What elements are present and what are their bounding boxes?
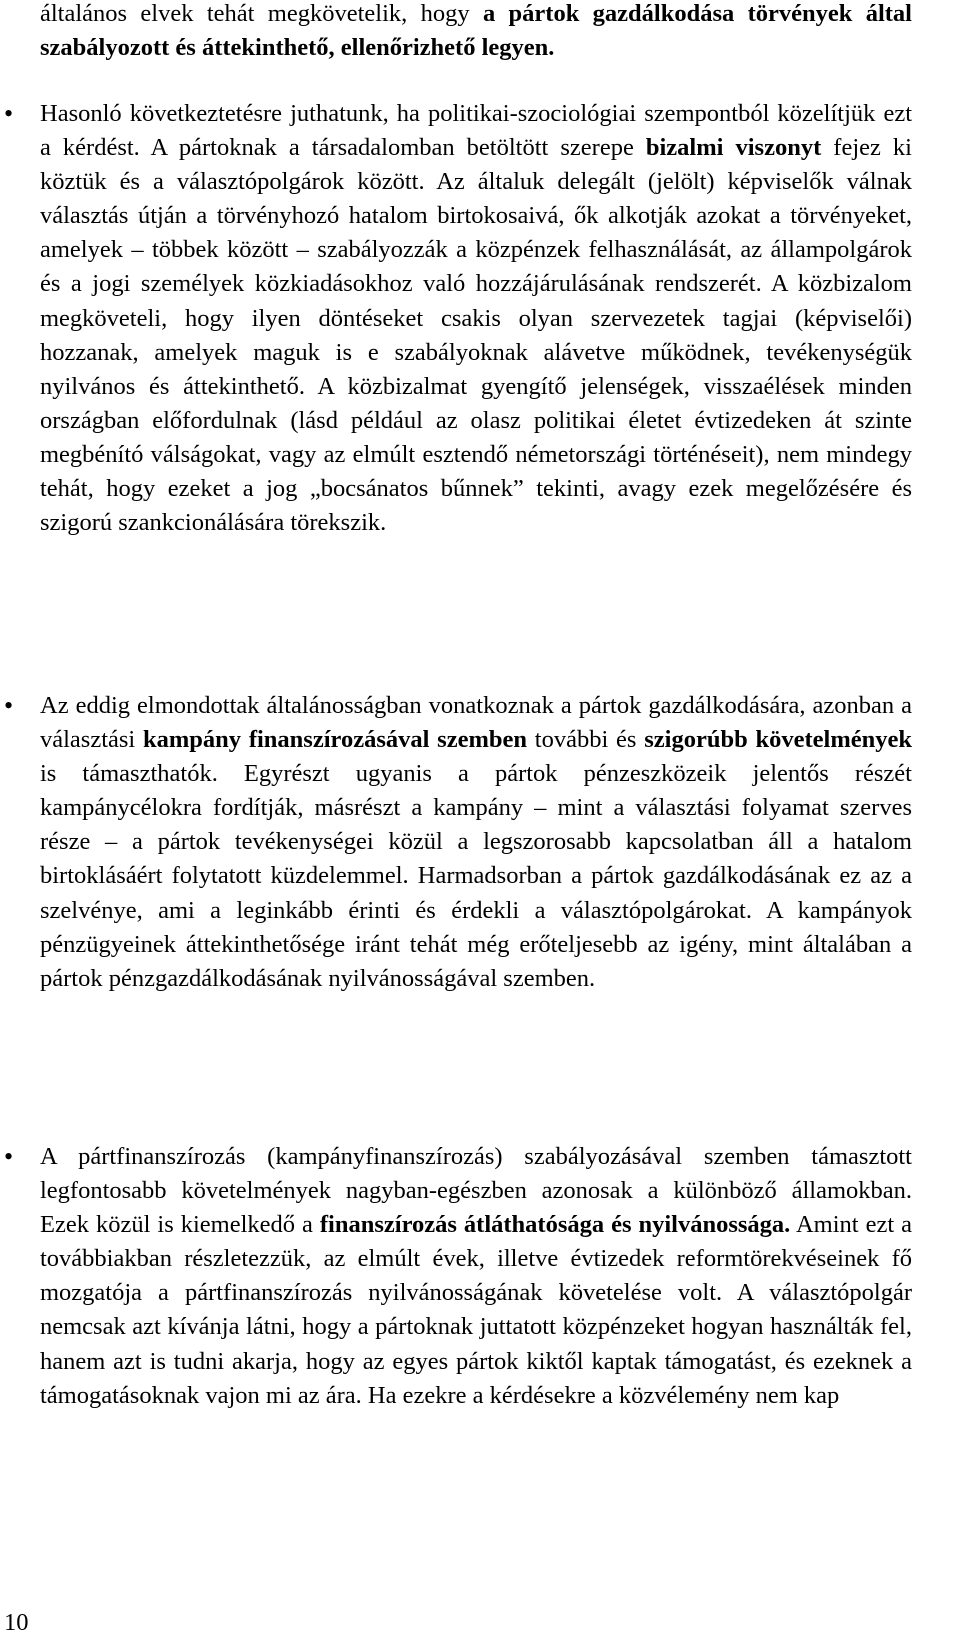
- text-run: A pártfinanszírozás (kampányfinanszírozás) szabályozásával szemben támasztott legfontosabb követelmények nagyban-egészben azonosak a különböző államokban. Ezek közül is kiemelkedő a: [40, 1143, 912, 1239]
- bullet-point: •: [4, 691, 14, 720]
- paragraph-political-sociological: [40, 97, 912, 540]
- bullet-point: •: [4, 99, 14, 128]
- page-number: 10: [4, 1609, 29, 1636]
- bold-text-run: szigorúbb követelmények: [644, 726, 912, 754]
- paragraph-continuation: [40, 0, 912, 65]
- text-run: Hasonló következtetésre juthatunk, ha politikai-szociológiai szempontból közelítjük ezt a kérdést. A pártoknak a társadalomban betöltött szerepe: [40, 100, 912, 162]
- text-run: is támaszthatók. Egyrészt ugyanis a pártok pénzeszközeik jelentős részét kampánycélokra fordítják, másrészt a kampány – mint a választási folyamat szerves része – a pártok tevékenységei közül a legszorosabb kapcsolatban áll a hatalom birtoklásáért folytatott küzdelemmel. Harmadsorban a pártok gazdálkodásának ez az a szelvénye, ami a leginkább érinti és érdekli a választópolgárokat. A kampányok pénzügyeinek áttekinthetősége iránt tehát még erőteljesebb az igény, mint általában a pártok pénzgazdálkodásának nyilvánosságával szemben.: [40, 760, 912, 992]
- bullet-point: •: [4, 1142, 14, 1171]
- text-run: további és: [527, 726, 645, 754]
- text-run: Amint ezt a továbbiakban részletezzük, az elmúlt évek, illetve évtizedek reformtörekvéseinek fő mozgatója a pártfinanszírozás nyilvánosságának követelése volt. A választópolgár nemcsak azt kívánja látni, hogy a pártoknak juttatott közpénzeket hogyan használták fel, hanem azt is tudni akarja, hogy az egyes pártok kiktől kaptak támogatást, és ezeknek a támogatásoknak vajon mi az ára. Ha ezekre a kérdésekre a közvélemény nem kap: [40, 1211, 912, 1409]
- text-run: általános elvek tehát megkövetelik, hogy: [40, 0, 483, 27]
- bold-text-run: kampány finanszírozásával szemben: [143, 726, 528, 754]
- paragraph-party-financing-requirements: [40, 1140, 912, 1413]
- paragraph-campaign-financing: [40, 689, 912, 996]
- text-run: fejez ki köztük és a választópolgárok között. Az általuk delegált (jelölt) képviselők válnak választás útján a törvényhozó hatalom birtokosaivá, ők alkotják azokat a törvényeket, amelyek – többek között – szabályozzák a közpénzek felhasználását, az állampolgárok és a jogi személyek közkiadásokhoz való hozzájárulásának rendszerét. A közbizalom megköveteli, hogy ilyen döntéseket csakis olyan szervezetek tagjai (képviselői) hozzanak, amelyek maguk is e szabályoknak alávetve működnek, tevékenységük nyilvános és áttekinthető. A közbizalmat gyengítő jelenségek, visszaélések minden országban előfordulnak (lásd például az olasz politikai életet évtizedeken át szinte megbénító válságokat, vagy az elmúlt esztendő németországi történéseit), nem mindegy tehát, hogy ezeket a jog „bocsánatos bűnnek” tekinti, avagy ezek megelőzésére és szigorú szankcionálására törekszik.: [40, 134, 912, 537]
- bold-text-run: bizalmi viszonyt: [645, 134, 822, 162]
- bold-text-run: a pártok gazdálkodása törvények által szabályozott és áttekinthető, ellenőrizhető legyen.: [40, 0, 912, 62]
- text-run: Az eddig elmondottak általánosságban vonatkoznak a pártok gazdálkodására, azonban a választási: [40, 692, 912, 754]
- bold-text-run: finanszírozás átláthatósága és nyilvánossága.: [319, 1211, 791, 1239]
